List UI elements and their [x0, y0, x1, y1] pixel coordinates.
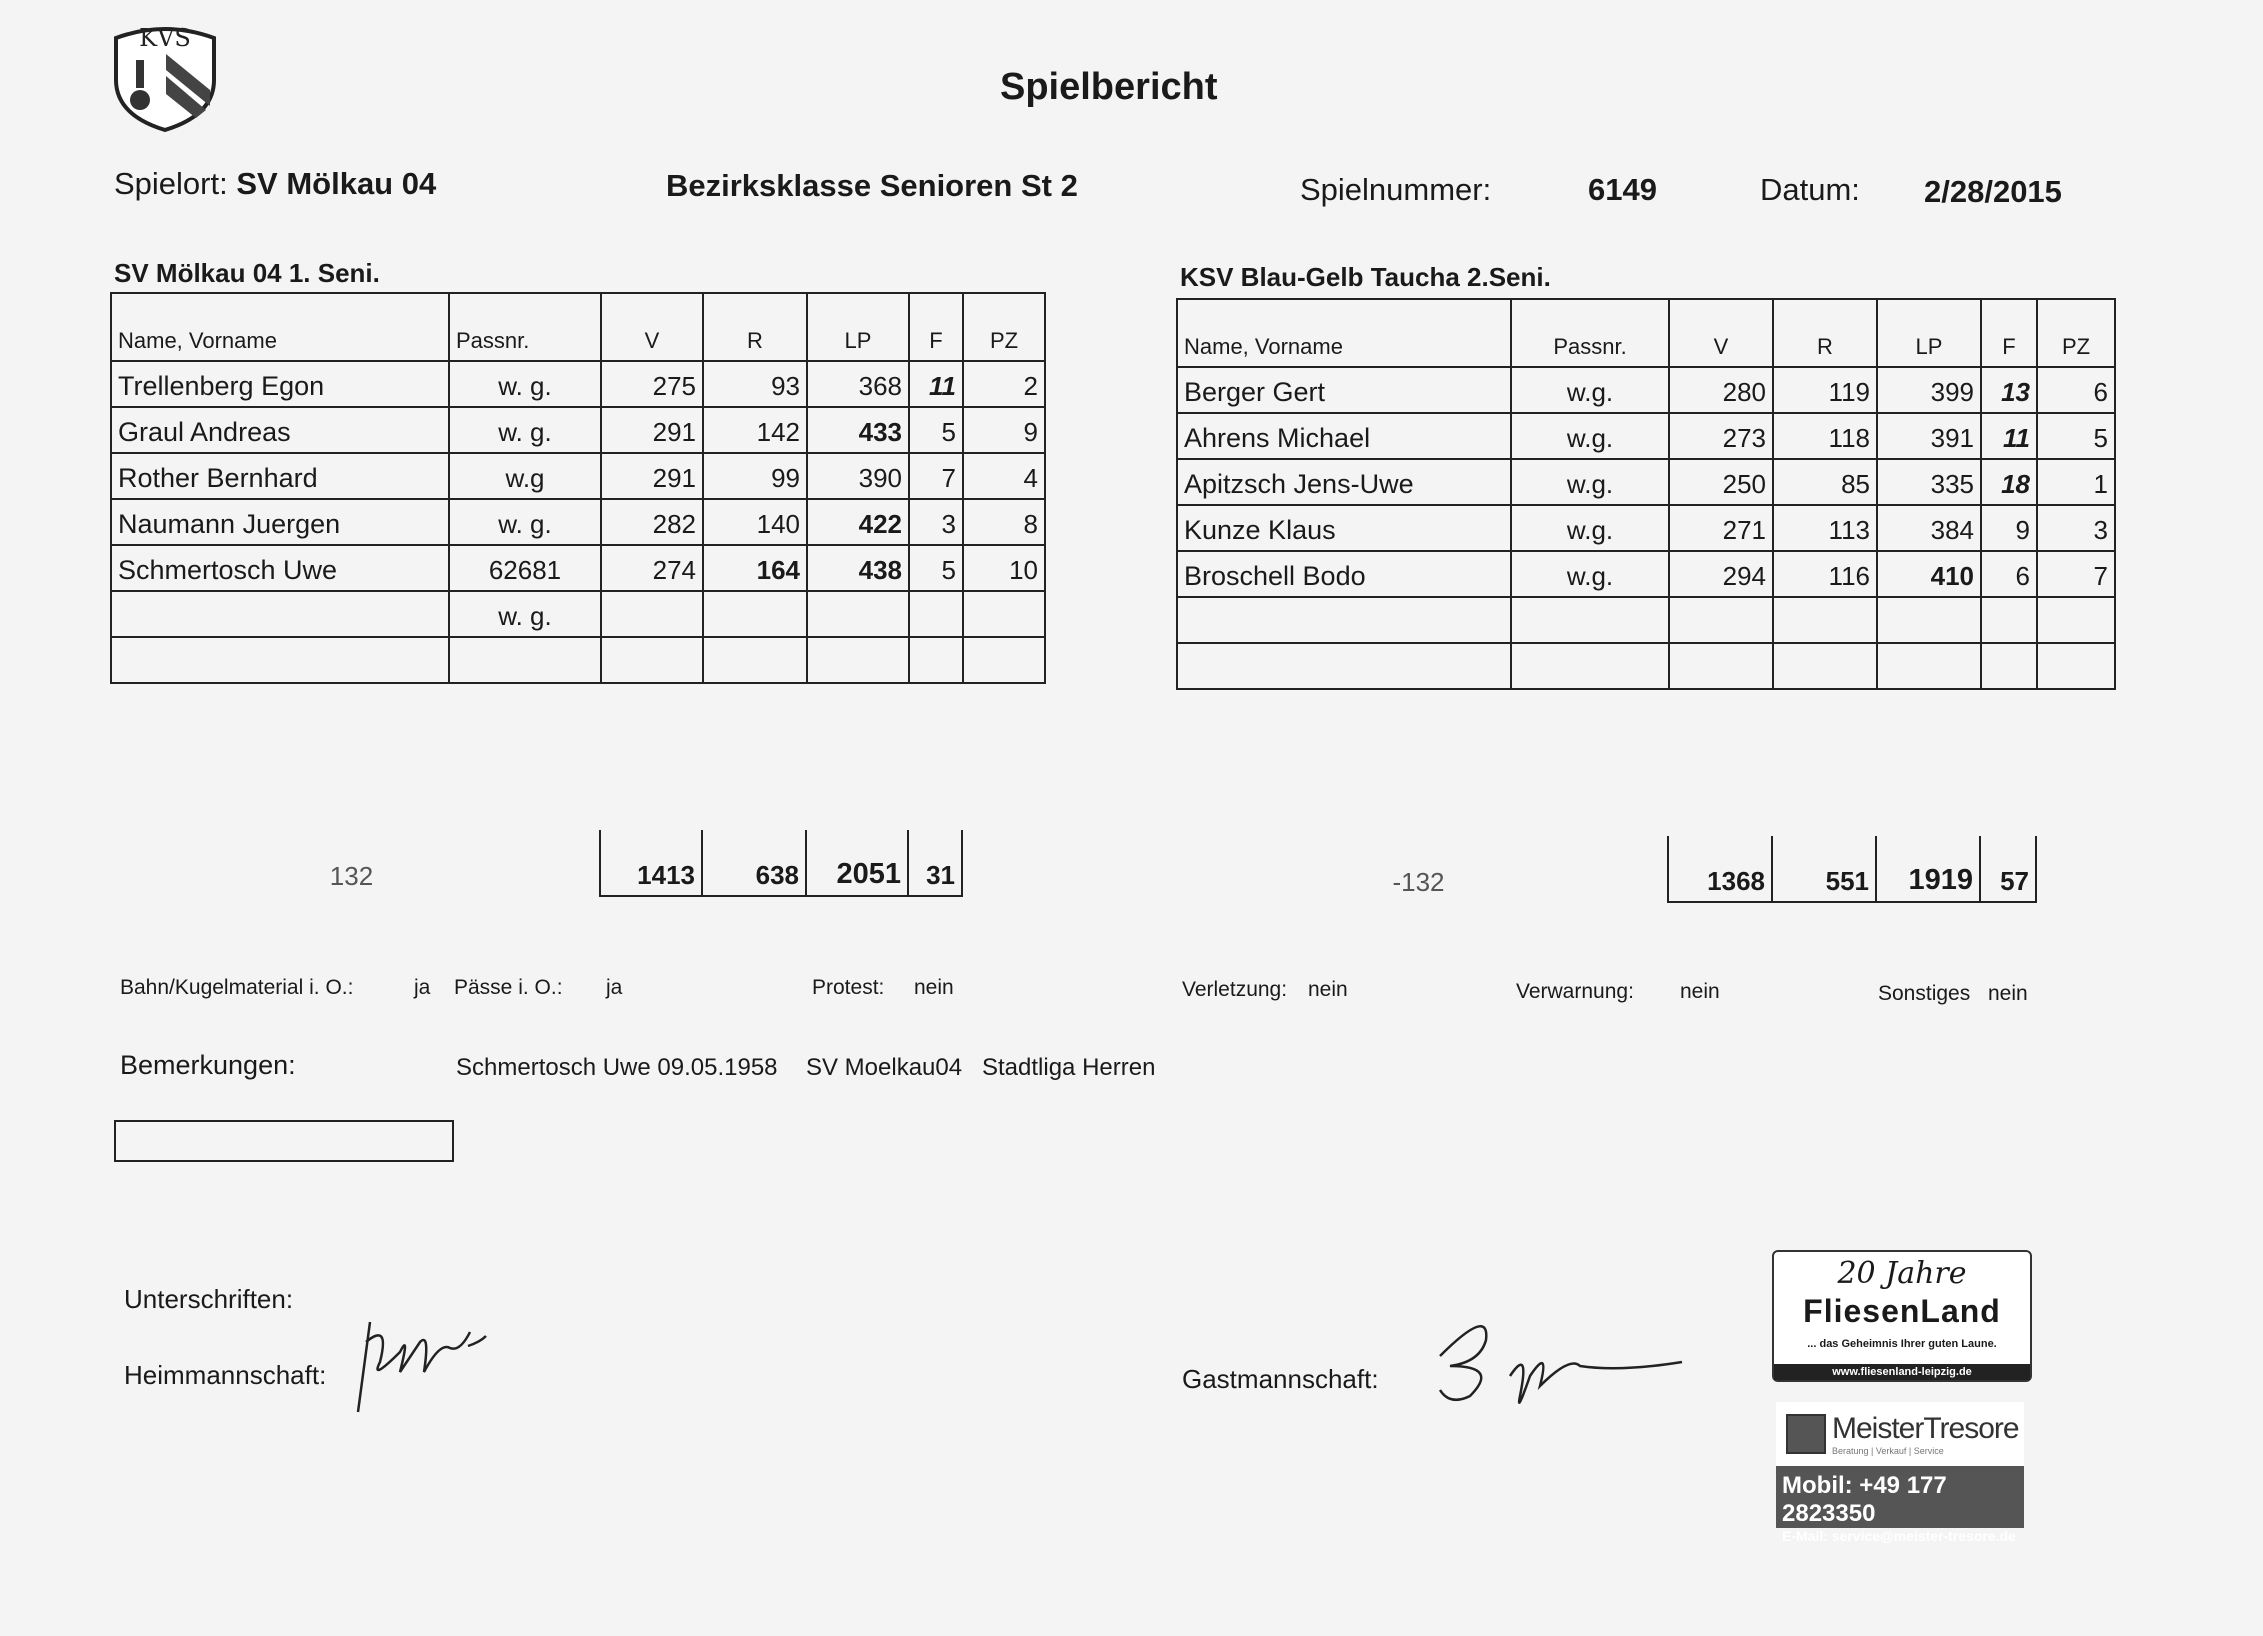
- remarks-box: [114, 1120, 454, 1162]
- cell-name: Rother Bernhard: [111, 453, 449, 499]
- cell-name: [111, 591, 449, 637]
- fliesen-tag: ... das Geheimnis Ihrer guten Laune.: [1807, 1338, 1997, 1350]
- cell-f: 11: [1981, 413, 2037, 459]
- cell-f: [909, 591, 963, 637]
- cell-v: [601, 637, 703, 683]
- fliesen-brand: FliesenLand: [1803, 1293, 2001, 1329]
- cell-r: 85: [1773, 459, 1877, 505]
- tresor-mobil: Mobil: +49 177 2823350: [1782, 1472, 1947, 1527]
- guest-signature-label: Gastmannschaft:: [1182, 1364, 1379, 1394]
- col-f: F: [909, 293, 963, 361]
- home-total-f: 31: [908, 830, 962, 896]
- verletzung-label: Verletzung:: [1182, 978, 1288, 1001]
- cell-name: [1177, 643, 1511, 689]
- cell-pass: [1511, 597, 1669, 643]
- cell-v: 271: [1669, 505, 1773, 551]
- table-row: [1177, 367, 2115, 413]
- cell-r: 118: [1773, 413, 1877, 459]
- guest-total-f: 57: [1980, 836, 2036, 902]
- guest-total-r: 551: [1772, 836, 1876, 902]
- cell-r: 164: [703, 545, 807, 591]
- home-signature: [340, 1302, 500, 1422]
- cell-r: [703, 637, 807, 683]
- fliesen-years: 20 Jahre: [1837, 1256, 1967, 1291]
- cell-pass: w.g.: [1511, 551, 1669, 597]
- cell-name: Ahrens Michael: [1177, 413, 1511, 459]
- cell-name: Trellenberg Egon: [111, 361, 449, 407]
- guest-total-lp: 1919: [1876, 836, 1980, 902]
- cell-pz: 8: [963, 499, 1045, 545]
- cell-lp: 438: [807, 545, 909, 591]
- cell-r: [703, 591, 807, 637]
- remarks-league: Stadtliga Herren: [982, 1054, 1156, 1081]
- sonstiges-value: nein: [1988, 982, 2028, 1005]
- safe-icon: [1786, 1414, 1826, 1454]
- col-passnr: Passnr.: [449, 293, 601, 361]
- guest-score-table: [1176, 298, 2116, 690]
- cell-pass: w.g.: [1511, 459, 1669, 505]
- spielnummer-label: Spielnummer:: [1300, 172, 1492, 207]
- table-row: [111, 499, 1045, 545]
- col-v: V: [601, 293, 703, 361]
- cell-pz: 9: [963, 407, 1045, 453]
- cell-f: 6: [1981, 551, 2037, 597]
- guest-team-name: KSV Blau-Gelb Taucha 2.Seni.: [1180, 262, 1551, 292]
- cell-v: 250: [1669, 459, 1773, 505]
- tresor-brand: MeisterTresore: [1832, 1412, 2019, 1445]
- cell-pz: 5: [2037, 413, 2115, 459]
- cell-pz: 7: [2037, 551, 2115, 597]
- spielnummer-value: 6149: [1588, 172, 1657, 207]
- kvs-logo: [110, 20, 220, 132]
- cell-pass: w.g.: [1511, 367, 1669, 413]
- cell-f: 3: [909, 499, 963, 545]
- cell-pz: 10: [963, 545, 1045, 591]
- cell-f: 5: [909, 545, 963, 591]
- table-row: [1177, 643, 2115, 689]
- col-r: R: [703, 293, 807, 361]
- cell-f: [1981, 597, 2037, 643]
- table-row: [1177, 459, 2115, 505]
- cell-f: 7: [909, 453, 963, 499]
- col-r: R: [1773, 299, 1877, 367]
- col-name: Name, Vorname: [1177, 299, 1511, 367]
- home-totals: [110, 830, 963, 897]
- cell-lp: 410: [1877, 551, 1981, 597]
- cell-v: [1669, 597, 1773, 643]
- verwarnung-value: nein: [1680, 980, 1720, 1003]
- home-signature-label: Heimmannschaft:: [124, 1360, 327, 1390]
- cell-name: Apitzsch Jens-Uwe: [1177, 459, 1511, 505]
- home-total-v: 1413: [600, 830, 702, 896]
- cell-pass: w.g.: [1511, 505, 1669, 551]
- col-pz: PZ: [963, 293, 1045, 361]
- table-row: [111, 591, 1045, 637]
- cell-v: 274: [601, 545, 703, 591]
- cell-lp: [1877, 643, 1981, 689]
- remarks-name: Schmertosch Uwe 09.05.1958: [456, 1054, 778, 1081]
- cell-v: 282: [601, 499, 703, 545]
- cell-f: [909, 637, 963, 683]
- cell-name: Broschell Bodo: [1177, 551, 1511, 597]
- cell-f: 18: [1981, 459, 2037, 505]
- cell-f: 9: [1981, 505, 2037, 551]
- spielort-label: Spielort:: [114, 166, 228, 201]
- cell-pz: [963, 591, 1045, 637]
- cell-pz: 6: [2037, 367, 2115, 413]
- cell-r: 140: [703, 499, 807, 545]
- table-row: [111, 453, 1045, 499]
- table-row: [111, 407, 1045, 453]
- cell-pass: [449, 637, 601, 683]
- cell-pz: [2037, 597, 2115, 643]
- table-row: [111, 361, 1045, 407]
- fliesen-web: www.fliesenland-leipzig.de: [1774, 1364, 2030, 1380]
- datum-value: 2/28/2015: [1924, 174, 2062, 209]
- home-total-lp: 2051: [806, 830, 908, 896]
- table-row: [1177, 551, 2115, 597]
- cell-name: Schmertosch Uwe: [111, 545, 449, 591]
- col-lp: LP: [1877, 299, 1981, 367]
- home-total-r: 638: [702, 830, 806, 896]
- home-header-row: [111, 293, 1045, 361]
- cell-lp: 368: [807, 361, 909, 407]
- table-row: [111, 545, 1045, 591]
- cell-pz: [963, 637, 1045, 683]
- cell-lp: [807, 591, 909, 637]
- cell-r: [1773, 597, 1877, 643]
- paesse-label: Pässe i. O.:: [454, 976, 563, 999]
- cell-pass: 62681: [449, 545, 601, 591]
- cell-r: 119: [1773, 367, 1877, 413]
- table-row: [1177, 505, 2115, 551]
- tresor-mail: E-Mail: service@meister-tresore.de: [1782, 1528, 2016, 1544]
- guest-signature: [1420, 1306, 1690, 1416]
- guest-header-row: [1177, 299, 2115, 367]
- cell-f: 5: [909, 407, 963, 453]
- cell-pass: [1511, 643, 1669, 689]
- cell-lp: 390: [807, 453, 909, 499]
- cell-v: 291: [601, 407, 703, 453]
- cell-lp: 391: [1877, 413, 1981, 459]
- cell-r: 93: [703, 361, 807, 407]
- guest-totals: [1176, 836, 2037, 903]
- remarks-club: SV Moelkau04: [806, 1054, 963, 1081]
- cell-pz: 4: [963, 453, 1045, 499]
- cell-v: 280: [1669, 367, 1773, 413]
- protest-label: Protest:: [812, 976, 885, 999]
- col-v: V: [1669, 299, 1773, 367]
- home-diff: 132: [329, 861, 374, 891]
- league-name: Bezirksklasse Senioren St 2: [666, 168, 1078, 203]
- cell-lp: [807, 637, 909, 683]
- cell-v: 294: [1669, 551, 1773, 597]
- meistertresore-ad: [1776, 1402, 2024, 1544]
- cell-pass: w. g.: [449, 499, 601, 545]
- remarks-label: Bemerkungen:: [120, 1050, 296, 1080]
- cell-lp: 433: [807, 407, 909, 453]
- protest-value: nein: [914, 976, 954, 999]
- cell-pass: w. g.: [449, 361, 601, 407]
- col-pz: PZ: [2037, 299, 2115, 367]
- guest-diff: -132: [1392, 867, 1445, 897]
- cell-v: 275: [601, 361, 703, 407]
- cell-name: [1177, 597, 1511, 643]
- cell-pass: w. g.: [449, 407, 601, 453]
- paesse-value: ja: [606, 976, 623, 999]
- cell-name: Kunze Klaus: [1177, 505, 1511, 551]
- spielort: [114, 166, 436, 202]
- guest-total-v: 1368: [1668, 836, 1772, 902]
- fliesenland-ad: [1772, 1250, 2032, 1382]
- cell-v: [601, 591, 703, 637]
- cell-pz: 3: [2037, 505, 2115, 551]
- bahn-value: ja: [414, 976, 431, 999]
- cell-r: 99: [703, 453, 807, 499]
- cell-lp: 422: [807, 499, 909, 545]
- table-row: [111, 637, 1045, 683]
- logo-text: KVS: [139, 24, 191, 52]
- cell-lp: [1877, 597, 1981, 643]
- cell-r: 113: [1773, 505, 1877, 551]
- cell-name: Graul Andreas: [111, 407, 449, 453]
- cell-f: 13: [1981, 367, 2037, 413]
- cell-pass: w. g.: [449, 591, 601, 637]
- col-f: F: [1981, 299, 2037, 367]
- cell-name: Berger Gert: [1177, 367, 1511, 413]
- bahn-label: Bahn/Kugelmaterial i. O.:: [120, 976, 354, 999]
- cell-r: 116: [1773, 551, 1877, 597]
- cell-pass: w.g.: [1511, 413, 1669, 459]
- cell-f: 11: [909, 361, 963, 407]
- cell-pz: [2037, 643, 2115, 689]
- datum-label: Datum:: [1760, 172, 1860, 207]
- cell-v: [1669, 643, 1773, 689]
- cell-lp: 384: [1877, 505, 1981, 551]
- table-row: [1177, 597, 2115, 643]
- cell-pz: 2: [963, 361, 1045, 407]
- cell-pz: 1: [2037, 459, 2115, 505]
- home-team-name: SV Mölkau 04 1. Seni.: [114, 258, 380, 288]
- cell-lp: 399: [1877, 367, 1981, 413]
- sonstiges-label: Sonstiges: [1878, 982, 1971, 1005]
- col-name: Name, Vorname: [111, 293, 449, 361]
- cell-v: 291: [601, 453, 703, 499]
- signatures-label: Unterschriften:: [124, 1284, 294, 1314]
- page-title: Spielbericht: [1000, 66, 1218, 108]
- cell-v: 273: [1669, 413, 1773, 459]
- col-lp: LP: [807, 293, 909, 361]
- table-row: [1177, 413, 2115, 459]
- verwarnung-label: Verwarnung:: [1516, 980, 1634, 1003]
- spielort-value: SV Mölkau 04: [236, 166, 437, 201]
- cell-name: Naumann Juergen: [111, 499, 449, 545]
- cell-f: [1981, 643, 2037, 689]
- cell-r: 142: [703, 407, 807, 453]
- cell-pass: w.g: [449, 453, 601, 499]
- cell-r: [1773, 643, 1877, 689]
- cell-lp: 335: [1877, 459, 1981, 505]
- col-passnr: Passnr.: [1511, 299, 1669, 367]
- home-score-table: [110, 292, 1046, 684]
- cell-name: [111, 637, 449, 683]
- tresor-sub: Beratung | Verkauf | Service: [1832, 1446, 1944, 1456]
- verletzung-value: nein: [1308, 978, 1348, 1001]
